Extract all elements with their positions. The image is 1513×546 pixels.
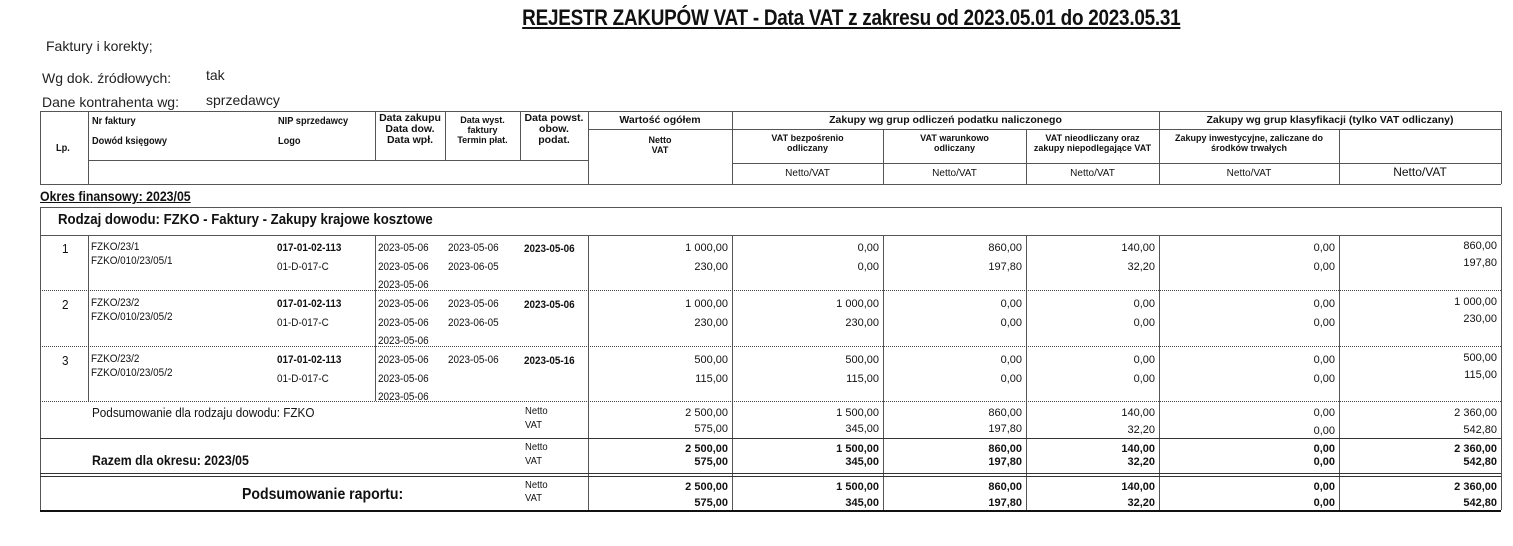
row-total-netto: 1 000,00	[685, 298, 728, 310]
row-issue-date: 2023-05-06	[448, 242, 499, 254]
row-total-netto: 1 000,00	[685, 242, 728, 254]
row-direct-netto: 500,00	[845, 354, 879, 366]
row-logo: 01-D-017-C	[277, 317, 329, 329]
report-conditional-netto: 860,00	[988, 481, 1022, 493]
col-sub-netto-vat-4: Netto/VAT	[1226, 168, 1272, 179]
row-doc-date: 2023-05-06	[378, 373, 429, 385]
report-other-netto: 2 360,00	[1454, 481, 1497, 493]
row-doc-date: 2023-05-06	[378, 317, 429, 329]
row-other-vat: 115,00	[1464, 369, 1497, 381]
col-header-data-powst: Data powst. obow. podat.	[524, 112, 584, 146]
row-invoice-number: FZKO/23/2	[91, 353, 140, 365]
row-other-netto: 500,00	[1463, 352, 1497, 364]
report-title: REJESTR ZAKUPÓW VAT - Data VAT z zakresu od 2023.05.01 do 2023.05.31	[521, 5, 1181, 30]
row-entry-date: 2023-05-06	[378, 279, 429, 291]
col-header-logo: Logo	[278, 135, 301, 147]
period-total-label: Razem dla okresu: 2023/05	[92, 452, 249, 468]
period-investment-netto: 0,00	[1313, 443, 1335, 455]
row-logo: 01-D-017-C	[277, 373, 329, 385]
col-header-nr-faktury: Nr faktury	[92, 115, 136, 127]
report-direct-vat: 345,00	[845, 497, 879, 509]
sum-direct-netto: 1 500,00	[836, 407, 879, 419]
row-due-date: 2023-06-05	[448, 317, 499, 329]
row-document-number: FZKO/010/23/05/1	[91, 255, 173, 267]
col-header-lp: Lp.	[56, 142, 70, 154]
row-conditional-netto: 0,00	[1000, 298, 1022, 310]
row-nondeductible-vat: 0,00	[1133, 373, 1155, 385]
row-investment-netto: 0,00	[1313, 354, 1335, 366]
col-sub-netto-vat-1: Netto/VAT	[785, 168, 830, 179]
period-conditional-netto: 860,00	[988, 443, 1022, 455]
period-total-netto: 2 500,00	[685, 443, 728, 455]
row-tax-date: 2023-05-06	[524, 243, 575, 255]
report-total-vat: 575,00	[694, 497, 728, 509]
row-other-vat: 197,80	[1463, 257, 1497, 269]
row-direct-vat: 115,00	[846, 373, 879, 385]
period-other-vat: 542,80	[1463, 456, 1497, 468]
report-nondeductible-netto: 140,00	[1121, 481, 1155, 493]
row-nip: 017-01-02-113	[277, 242, 342, 254]
row-lp: 3	[62, 353, 69, 368]
row-conditional-netto: 860,00	[988, 242, 1022, 254]
period-other-netto: 2 360,00	[1454, 443, 1497, 455]
report-subtitle: Faktury i korekty;	[46, 38, 153, 54]
period-nondeductible-netto: 140,00	[1121, 443, 1155, 455]
row-purchase-date: 2023-05-06	[378, 298, 429, 310]
row-investment-vat: 0,00	[1313, 261, 1335, 273]
row-conditional-vat: 0,00	[1000, 317, 1022, 329]
report-direct-netto: 1 500,00	[836, 481, 879, 493]
vat-label: VAT	[525, 419, 542, 431]
row-invoice-number: FZKO/23/2	[91, 297, 140, 309]
row-total-vat: 115,00	[695, 373, 728, 385]
col-header-vat-bezposrednio: VAT bezpośrenio odliczany	[771, 133, 844, 153]
vat-label: VAT	[525, 455, 542, 467]
row-nondeductible-netto: 0,00	[1133, 298, 1155, 310]
row-other-vat: 230,00	[1463, 313, 1497, 325]
filter-value-contractor: sprzedawcy	[206, 92, 280, 108]
col-sub-netto-vat-2: Netto/VAT	[932, 168, 977, 179]
row-other-netto: 1 000,00	[1454, 296, 1497, 308]
row-purchase-date: 2023-05-06	[378, 354, 429, 366]
row-document-number: FZKO/010/23/05/2	[91, 367, 173, 379]
sum-investment-vat: 0,00	[1313, 425, 1335, 437]
col-sub-netto-vat-3: Netto/VAT	[1070, 168, 1115, 179]
row-total-vat: 230,00	[694, 317, 728, 329]
sum-conditional-netto: 860,00	[988, 407, 1022, 419]
report-investment-netto: 0,00	[1313, 481, 1335, 493]
row-due-date: 2023-06-05	[448, 261, 499, 273]
filter-label-contractor: Dane kontrahenta wg:	[42, 94, 179, 110]
col-sub-netto-vat-5: Netto/VAT	[1393, 165, 1447, 179]
row-document-number: FZKO/010/23/05/2	[91, 311, 173, 323]
filter-value-source-docs: tak	[206, 67, 225, 83]
row-issue-date: 2023-05-06	[448, 298, 499, 310]
sum-total-netto: 2 500,00	[685, 407, 728, 419]
period-conditional-vat: 197,80	[988, 456, 1022, 468]
col-header-dowod: Dowód księgowy	[92, 135, 167, 147]
row-investment-vat: 0,00	[1313, 317, 1335, 329]
row-direct-netto: 1 000,00	[836, 298, 879, 310]
row-total-netto: 500,00	[694, 354, 728, 366]
row-direct-vat: 0,00	[857, 261, 879, 273]
sum-other-vat: 542,80	[1463, 424, 1497, 436]
row-doc-date: 2023-05-06	[378, 261, 429, 273]
row-conditional-netto: 0,00	[1000, 354, 1022, 366]
sum-total-vat: 575,00	[694, 423, 728, 435]
row-nip: 017-01-02-113	[277, 354, 342, 366]
row-direct-vat: 230,00	[845, 317, 879, 329]
col-header-wartosc-sub: Netto VAT	[648, 135, 672, 155]
sum-investment-netto: 0,00	[1313, 407, 1335, 419]
row-tax-date: 2023-05-06	[524, 299, 575, 311]
report-total-label: Podsumowanie raportu:	[242, 486, 404, 503]
period-nondeductible-vat: 32,20	[1127, 456, 1155, 468]
row-nondeductible-vat: 32,20	[1127, 261, 1155, 273]
col-header-vat-nieodliczany: VAT nieodliczany oraz zakupy niepodlegające VAT	[1033, 133, 1152, 153]
sum-conditional-vat: 197,80	[988, 423, 1022, 435]
row-logo: 01-D-017-C	[277, 261, 329, 273]
row-investment-netto: 0,00	[1313, 298, 1335, 310]
row-conditional-vat: 197,80	[988, 261, 1022, 273]
row-entry-date: 2023-05-06	[378, 335, 429, 347]
period-investment-vat: 0,00	[1313, 456, 1335, 468]
netto-label: Netto	[525, 405, 548, 417]
sum-direct-vat: 345,00	[845, 423, 879, 435]
period-direct-vat: 345,00	[845, 456, 879, 468]
netto-label: Netto	[525, 479, 548, 491]
col-header-data-zakupu: Data zakupu Data dow. Data wpł.	[379, 112, 441, 146]
row-nondeductible-vat: 0,00	[1133, 317, 1155, 329]
doc-summary-label: Podsumowanie dla rodzaju dowodu: FZKO	[92, 405, 315, 420]
row-total-vat: 230,00	[694, 261, 728, 273]
row-invoice-number: FZKO/23/1	[91, 241, 140, 253]
report-other-vat: 542,80	[1463, 497, 1497, 509]
doc-type-heading: Rodzaj dowodu: FZKO - Faktury - Zakupy krajowe kosztowe	[58, 211, 433, 228]
row-investment-netto: 0,00	[1313, 242, 1335, 254]
report-total-netto: 2 500,00	[685, 481, 728, 493]
sum-nondeductible-netto: 140,00	[1121, 407, 1155, 419]
report-conditional-vat: 197,80	[988, 497, 1022, 509]
row-nondeductible-netto: 0,00	[1133, 354, 1155, 366]
col-header-data-wyst: Data wyst. faktury Termin płat.	[457, 115, 508, 145]
period-direct-netto: 1 500,00	[836, 443, 879, 455]
netto-label: Netto	[525, 441, 548, 453]
group-header-odliczenia: Zakupy wg grup odliczeń podatku naliczonego	[829, 114, 1062, 126]
col-header-nip: NIP sprzedawcy	[278, 115, 349, 127]
row-other-netto: 860,00	[1463, 240, 1497, 252]
report-investment-vat: 0,00	[1313, 497, 1335, 509]
row-lp: 1	[62, 241, 69, 256]
row-conditional-vat: 0,00	[1000, 373, 1022, 385]
row-tax-date: 2023-05-16	[524, 355, 575, 367]
row-nip: 017-01-02-113	[277, 298, 342, 310]
row-direct-netto: 0,00	[857, 242, 879, 254]
row-lp: 2	[62, 297, 69, 312]
sum-other-netto: 2 360,00	[1454, 407, 1497, 419]
report-nondeductible-vat: 32,20	[1127, 497, 1155, 509]
filter-label-source-docs: Wg dok. źródłowych:	[42, 70, 172, 86]
sum-nondeductible-vat: 32,20	[1127, 424, 1155, 436]
col-header-inwestycyjne: Zakupy inwestycyjne, zaliczane do środków trwałych	[1174, 133, 1324, 153]
col-header-wartosc: Wartość ogółem	[619, 114, 701, 126]
period-heading: Okres finansowy: 2023/05	[40, 188, 191, 204]
row-investment-vat: 0,00	[1313, 373, 1335, 385]
row-issue-date: 2023-05-06	[448, 354, 499, 366]
row-nondeductible-netto: 140,00	[1121, 242, 1155, 254]
group-header-klasyfikacja: Zakupy wg grup klasyfikacji (tylko VAT odliczany)	[1206, 114, 1454, 126]
period-total-vat: 575,00	[694, 456, 728, 468]
vat-label: VAT	[525, 492, 542, 504]
row-entry-date: 2023-05-06	[378, 391, 429, 403]
row-purchase-date: 2023-05-06	[378, 242, 429, 254]
col-header-vat-warunkowo: VAT warunkowo odliczany	[920, 133, 989, 153]
